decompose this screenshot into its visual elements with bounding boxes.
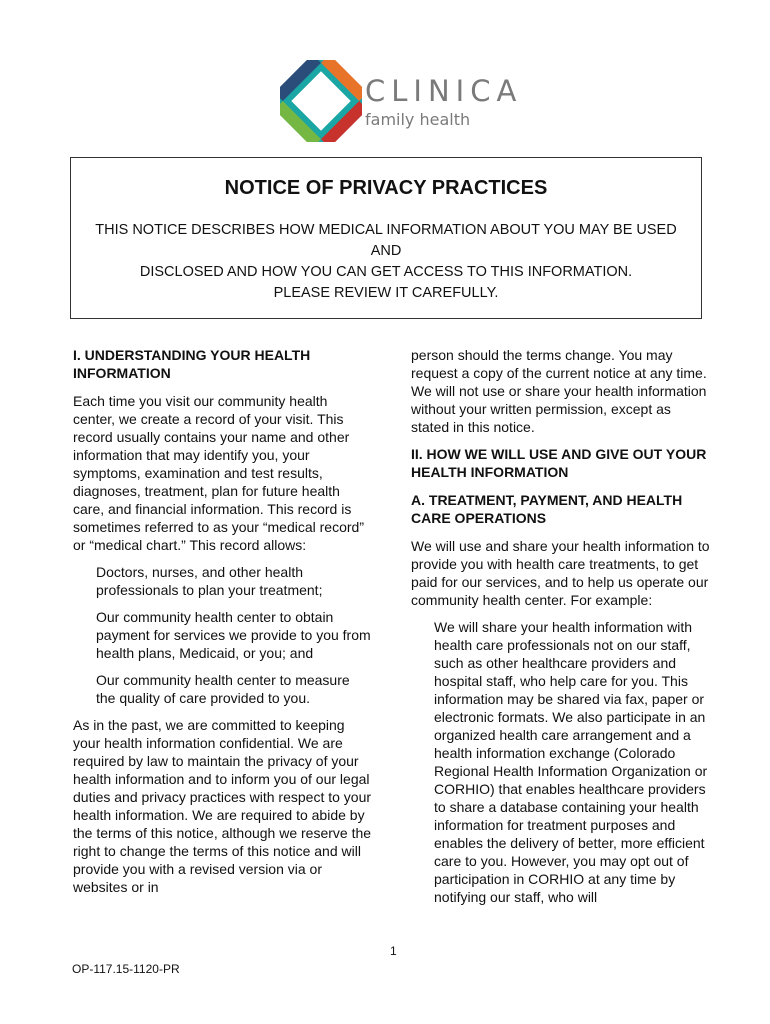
left-column <box>73 346 373 905</box>
paragraph-intro: Each time you visit our community health center, we create a record of your visit. This record usually contains your name and other information that may identify you, your symptoms, examination and test results, diagnoses, treatment, plan for future health care, and financial information. This record is sometimes referred to as your “medical record” or “medical chart.” This record allows: <box>73 393 364 553</box>
section-heading-use: II. HOW WE WILL USE AND GIVE OUT YOUR HEALTH INFORMATION <box>411 446 707 480</box>
paragraph-continuation: person should the terms change. You may request a copy of the current notice at any time. We will not use or share your health information without your written permission, except as stated in this notice. <box>411 347 707 435</box>
paragraph-closing: As in the past, we are committed to keeping your health information confidential. We are required by law to maintain the privacy of your health information and to inform you of our legal duties and privacy practices with respect to your health information. We are required to abide by the terms of this notice, although we reserve the right to change the terms of this notice and will provide you with a revised version via or websites or in <box>73 717 372 895</box>
document-code: OP-117.15-1120-PR <box>72 962 180 976</box>
logo-tagline: family health <box>365 110 471 129</box>
logo-brand-name: CLINICA <box>365 74 523 108</box>
notice-body <box>71 220 701 304</box>
list-item: Doctors, nurses, and other health professionals to plan your treatment; <box>96 564 323 598</box>
clinica-diamond-icon <box>280 60 362 142</box>
notice-box <box>70 157 702 319</box>
subsection-heading-treatment: A. TREATMENT, PAYMENT, AND HEALTH CARE OPERATIONS <box>411 492 683 526</box>
right-column <box>411 346 711 915</box>
notice-line: PLEASE REVIEW IT CAREFULLY. <box>273 285 499 301</box>
list-item: We will share your health information with health care professionals not on our staff, such as other healthcare providers and hospital staff, who help care for you. This information may be shared via fax, paper or electronic formats. We also participate in an organized health care arrangement and a health information exchange (Colorado Regional Health Information Organization or CORHIO) that enables healthcare providers to share a database containing your health information for treatment purposes and enables the delivery of better, more efficient care to you. However, you may opt out of participation in CORHIO at any time by notifying our staff, who will <box>434 619 708 905</box>
list-item: Our community health center to obtain payment for services we provide to you from health plans, Medicaid, or you; and <box>96 609 371 661</box>
section-heading-understanding: I. UNDERSTANDING YOUR HEALTH INFORMATION <box>73 347 311 381</box>
notice-line: DISCLOSED AND HOW YOU CAN GET ACCESS TO THIS INFORMATION. <box>139 264 633 280</box>
notice-line: AND <box>370 243 402 259</box>
paragraph-treatment-intro: We will use and share your health information to provide you with health care treatments, to get paid for our services, and to help us operate our community health center. For example: <box>411 538 710 608</box>
page-number: 1 <box>390 944 397 958</box>
list-item: Our community health center to measure the quality of care provided to you. <box>96 672 350 706</box>
notice-title: NOTICE OF PRIVACY PRACTICES <box>224 177 548 199</box>
notice-line: THIS NOTICE DESCRIBES HOW MEDICAL INFORMATION ABOUT YOU MAY BE USED <box>95 222 677 238</box>
clinica-logo <box>268 60 523 142</box>
